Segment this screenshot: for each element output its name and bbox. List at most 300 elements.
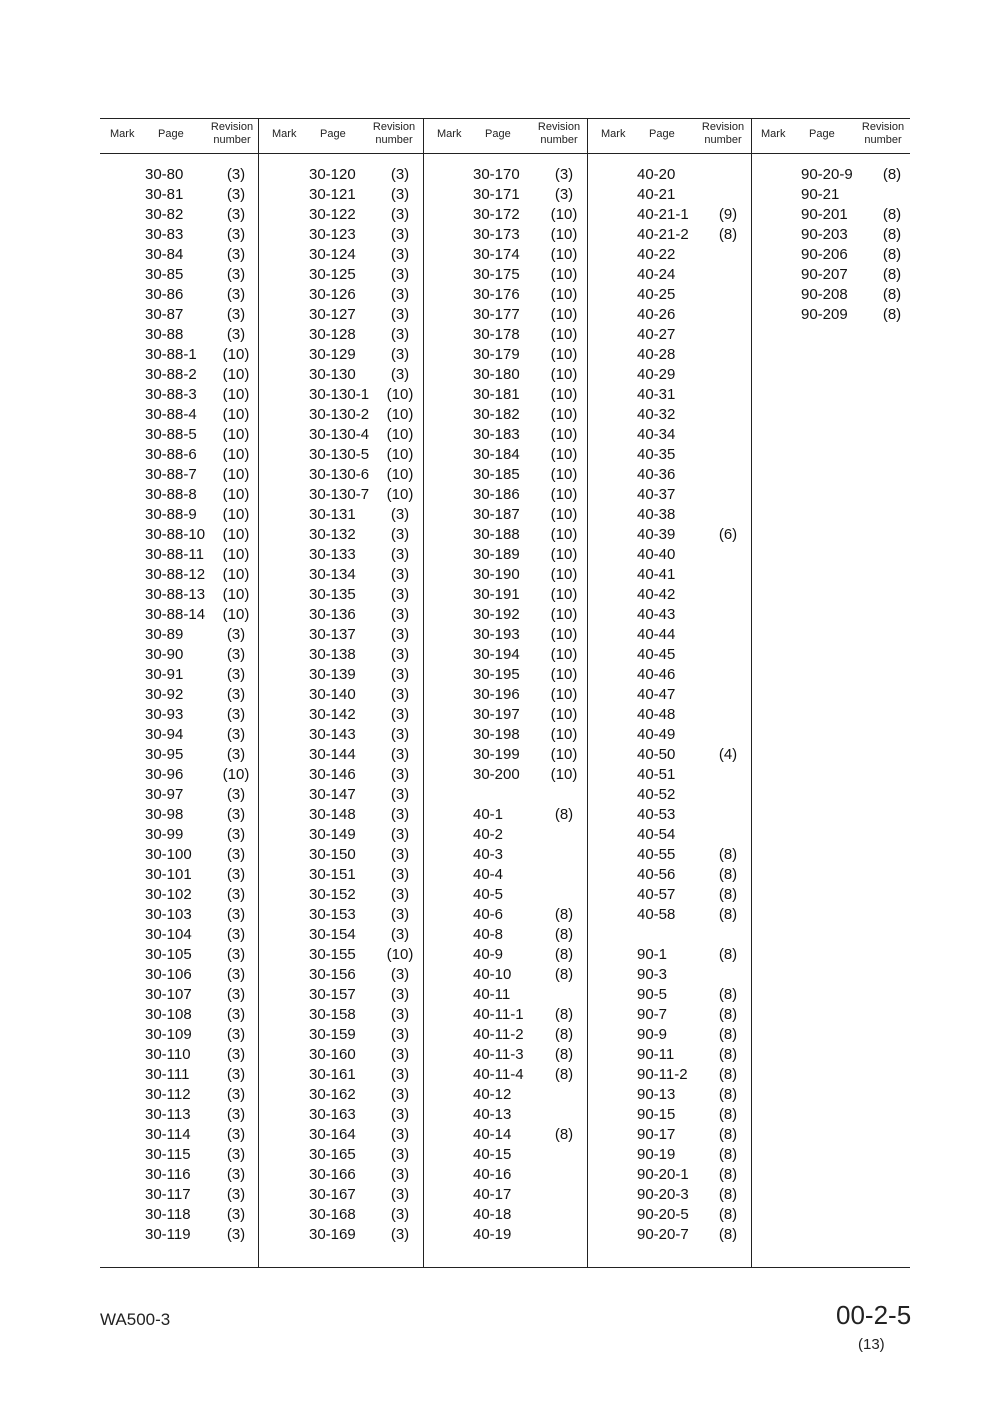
page-ref: 30-91: [145, 666, 184, 683]
page-ref: 40-47: [637, 686, 676, 703]
table-row: [264, 885, 424, 905]
page-ref: 40-56: [637, 866, 676, 883]
revision-number: (3): [390, 506, 410, 523]
page-ref: 40-38: [637, 506, 676, 523]
table-row: [428, 225, 588, 245]
page-ref: 30-125: [309, 266, 356, 283]
table-row: [592, 545, 752, 565]
table-row: [264, 865, 424, 885]
table-row: [100, 1025, 260, 1045]
table-row: [264, 1105, 424, 1125]
revision-number: (3): [226, 706, 246, 723]
table-row: [428, 345, 588, 365]
page-ref: 30-199: [473, 746, 520, 763]
page-ref: 30-130-5: [309, 446, 370, 463]
table-row: [592, 825, 752, 845]
table-row: [592, 905, 752, 925]
table-row: [264, 765, 424, 785]
page-ref: 90-15: [637, 1106, 676, 1123]
table-row: [592, 445, 752, 465]
page-ref: 30-148: [309, 806, 356, 823]
revision-number: (10): [386, 426, 414, 443]
table-row: [428, 1065, 588, 1085]
revision-number: (8): [554, 1006, 574, 1023]
table-row: [264, 605, 424, 625]
page-ref: 40-16: [473, 1166, 512, 1183]
table-row: [428, 805, 588, 825]
page-ref: 30-181: [473, 386, 520, 403]
revision-number: (10): [550, 406, 578, 423]
table-row: [264, 745, 424, 765]
page-ref: 30-83: [145, 226, 184, 243]
table-row: [100, 465, 260, 485]
page-ref: 30-97: [145, 786, 184, 803]
table-row: [592, 205, 752, 225]
table-row: [428, 325, 588, 345]
page-number: 00-2-5: [836, 1300, 912, 1330]
page-ref: 30-126: [309, 286, 356, 303]
revision-number: (3): [390, 566, 410, 583]
table-row: [264, 165, 424, 185]
revision-number: (8): [554, 906, 574, 923]
revision-number: (3): [390, 306, 410, 323]
page-ref: 30-108: [145, 1006, 192, 1023]
table-row: [428, 285, 588, 305]
revision-number: (10): [386, 466, 414, 483]
table-row: [592, 265, 752, 285]
page-ref: 90-20-5: [637, 1206, 689, 1223]
table-top-rule: [100, 118, 910, 119]
page-ref: 30-151: [309, 866, 356, 883]
revision-number: (3): [226, 1066, 246, 1083]
table-row: [428, 1085, 588, 1105]
page-ref: 40-49: [637, 726, 676, 743]
page-ref: 40-19: [473, 1226, 512, 1243]
table-row: [100, 1225, 260, 1245]
page-ref: 30-163: [309, 1106, 356, 1123]
table-row: [428, 785, 588, 805]
page-ref: 30-86: [145, 286, 184, 303]
table-row: [428, 425, 588, 445]
table-row: [264, 345, 424, 365]
page-ref: 30-88-7: [145, 466, 197, 483]
table-row: [264, 465, 424, 485]
page-ref: 30-152: [309, 886, 356, 903]
table-row: [592, 745, 752, 765]
table-row: [264, 625, 424, 645]
page-ref: 40-31: [637, 386, 676, 403]
page-revision: (13): [858, 1336, 885, 1353]
page-ref: 40-28: [637, 346, 676, 363]
page-ref: 30-188: [473, 526, 520, 543]
revision-number: (3): [226, 906, 246, 923]
revision-number: (3): [390, 1146, 410, 1163]
table-row: [100, 1065, 260, 1085]
table-row: [592, 725, 752, 745]
page-ref: 40-10: [473, 966, 512, 983]
revision-number: (8): [718, 1086, 738, 1103]
revision-number: (3): [226, 186, 246, 203]
table-row: [100, 1085, 260, 1105]
page-ref: 40-3: [473, 846, 504, 863]
revision-number: (8): [882, 266, 902, 283]
page-ref: 30-132: [309, 526, 356, 543]
page-ref: 30-88-2: [145, 366, 197, 383]
page-ref: 30-127: [309, 306, 356, 323]
table-row: [756, 165, 916, 185]
page-ref: 30-128: [309, 326, 356, 343]
header-mark: Mark: [601, 128, 626, 140]
table-row: [592, 225, 752, 245]
table-row: [264, 205, 424, 225]
page-ref: 30-88-11: [145, 546, 204, 563]
page-ref: 40-15: [473, 1146, 512, 1163]
page-ref: 30-138: [309, 646, 356, 663]
revision-number: (8): [718, 1026, 738, 1043]
revision-number: (3): [390, 786, 410, 803]
page-ref: 90-17: [637, 1126, 676, 1143]
revision-number: (3): [226, 1046, 246, 1063]
table-row: [592, 665, 752, 685]
page-ref: 30-115: [145, 1146, 191, 1163]
page-ref: 30-118: [145, 1206, 191, 1223]
page-ref: 30-117: [145, 1186, 191, 1203]
page-ref: 40-29: [637, 366, 676, 383]
revision-number: (3): [226, 926, 246, 943]
revision-number: (8): [882, 286, 902, 303]
revision-number: (8): [554, 1126, 574, 1143]
revision-number: (3): [390, 1006, 410, 1023]
table-row: [592, 1165, 752, 1185]
revision-number: (8): [718, 1186, 738, 1203]
revision-number: (3): [390, 706, 410, 723]
table-row: [428, 1005, 588, 1025]
table-row: [592, 1225, 752, 1245]
page-ref: 40-18: [473, 1206, 512, 1223]
page-ref: 30-187: [473, 506, 520, 523]
page-ref: 30-137: [309, 626, 356, 643]
revision-number: (10): [550, 246, 578, 263]
table-row: [428, 305, 588, 325]
page-ref: 30-150: [309, 846, 356, 863]
page-ref: 30-146: [309, 766, 356, 783]
table-row: [592, 1125, 752, 1145]
table-row: [592, 985, 752, 1005]
page-ref: 30-88-6: [145, 446, 197, 463]
page-ref: 40-11-1: [473, 1006, 524, 1023]
table-row: [264, 325, 424, 345]
table-row: [428, 365, 588, 385]
table-row: [264, 265, 424, 285]
table-row: [428, 665, 588, 685]
table-row: [264, 1205, 424, 1225]
table-row: [264, 445, 424, 465]
page-ref: 40-11-4: [473, 1066, 524, 1083]
page-ref: 40-2: [473, 826, 504, 843]
page-ref: 90-13: [637, 1086, 676, 1103]
revision-number: (10): [550, 626, 578, 643]
table-row: [428, 585, 588, 605]
table-row: [592, 1145, 752, 1165]
page-ref: 30-88-8: [145, 486, 197, 503]
page-ref: 40-52: [637, 786, 676, 803]
revision-number: (4): [718, 746, 738, 763]
table-header-rule: [100, 153, 910, 154]
table-row: [100, 625, 260, 645]
revision-number: (3): [226, 846, 246, 863]
page-ref: 30-88-14: [145, 606, 206, 623]
table-row: [100, 245, 260, 265]
page-ref: 30-172: [473, 206, 520, 223]
table-row: [592, 865, 752, 885]
revision-number: (3): [226, 986, 246, 1003]
table-row: [428, 265, 588, 285]
table-row: [264, 585, 424, 605]
page-ref: 30-107: [145, 986, 192, 1003]
page-ref: 30-185: [473, 466, 520, 483]
revision-number: (8): [554, 1026, 574, 1043]
revision-number: (3): [390, 766, 410, 783]
revision-number: (10): [550, 426, 578, 443]
revision-number: (10): [222, 606, 250, 623]
table-row: [100, 685, 260, 705]
page-ref: 30-88-1: [145, 346, 197, 363]
table-row: [264, 925, 424, 945]
page-ref: 90-208: [801, 286, 848, 303]
table-row: [264, 505, 424, 525]
revision-number: (8): [882, 246, 902, 263]
table-row: [100, 1005, 260, 1025]
table-row: [264, 185, 424, 205]
page-ref: 30-121: [309, 186, 356, 203]
table-row: [100, 1205, 260, 1225]
header-page: Page: [158, 128, 184, 140]
revision-number: (8): [718, 1226, 738, 1243]
table-row: [592, 345, 752, 365]
page-ref: 30-162: [309, 1086, 356, 1103]
table-row: [100, 945, 260, 965]
revision-number: (3): [226, 1206, 246, 1223]
page-ref: 30-87: [145, 306, 184, 323]
page-ref: 40-32: [637, 406, 676, 423]
page-ref: 30-88-12: [145, 566, 206, 583]
table-row: [100, 765, 260, 785]
revision-number: (3): [390, 686, 410, 703]
table-row: [264, 725, 424, 745]
table-row: [592, 925, 752, 945]
page-ref: 30-140: [309, 686, 356, 703]
revision-number: (3): [390, 286, 410, 303]
header-mark: Mark: [437, 128, 462, 140]
page-ref: 30-81: [145, 186, 184, 203]
table-row: [592, 1005, 752, 1025]
page-ref: 30-130-2: [309, 406, 370, 423]
revision-number: (8): [718, 946, 738, 963]
page-ref: 40-21-2: [637, 226, 689, 243]
revision-number: (10): [222, 366, 250, 383]
page-ref: 40-45: [637, 646, 676, 663]
table-row: [100, 345, 260, 365]
revision-number: (8): [718, 866, 738, 883]
table-row: [428, 1165, 588, 1185]
revision-number: (10): [222, 386, 250, 403]
revision-number: (3): [226, 646, 246, 663]
page-ref: 30-130-4: [309, 426, 370, 443]
table-row: [592, 185, 752, 205]
table-row: [592, 625, 752, 645]
table-row: [264, 785, 424, 805]
table-row: [428, 645, 588, 665]
table-row: [100, 165, 260, 185]
table-row: [428, 685, 588, 705]
table-bottom-rule: [100, 1267, 910, 1268]
page-ref: 90-209: [801, 306, 848, 323]
table-row: [592, 885, 752, 905]
table-row: [100, 725, 260, 745]
table-row: [100, 1185, 260, 1205]
table-row: [592, 245, 752, 265]
page-ref: 30-135: [309, 586, 356, 603]
page-ref: 90-19: [637, 1146, 676, 1163]
table-row: [264, 285, 424, 305]
revision-number: (3): [390, 626, 410, 643]
table-row: [100, 365, 260, 385]
model-label: WA500-3: [100, 1310, 171, 1329]
table-row: [592, 365, 752, 385]
revision-number: (8): [882, 306, 902, 323]
revision-number: (10): [550, 446, 578, 463]
revision-number: (3): [554, 186, 574, 203]
table-row: [100, 1105, 260, 1125]
revision-number: (10): [222, 466, 250, 483]
revision-number: (3): [226, 1026, 246, 1043]
table-row: [592, 1085, 752, 1105]
revision-number: (3): [390, 1106, 410, 1123]
revision-number: (10): [222, 506, 250, 523]
revision-number: (10): [550, 586, 578, 603]
table-row: [428, 945, 588, 965]
revision-number: (3): [226, 1166, 246, 1183]
table-row: [428, 565, 588, 585]
revision-number: (10): [550, 346, 578, 363]
page-ref: 90-5: [637, 986, 668, 1003]
table-row: [428, 1185, 588, 1205]
revision-number: (3): [390, 346, 410, 363]
page-ref: 30-197: [473, 706, 520, 723]
table-row: [428, 165, 588, 185]
revision-number: (3): [226, 666, 246, 683]
table-row: [100, 485, 260, 505]
table-row: [428, 925, 588, 945]
revision-number: (3): [226, 286, 246, 303]
table-row: [428, 1105, 588, 1125]
revision-number: (8): [554, 926, 574, 943]
revision-number: (3): [390, 1026, 410, 1043]
page-column-4: [592, 165, 752, 1245]
page-ref: 30-164: [309, 1126, 356, 1143]
page-ref: 90-1: [637, 946, 668, 963]
table-row: [428, 485, 588, 505]
page-ref: 40-43: [637, 606, 676, 623]
table-row: [592, 1205, 752, 1225]
table-row: [592, 1045, 752, 1065]
page-ref: 30-130-7: [309, 486, 370, 503]
header-revision: Revision number: [537, 121, 581, 146]
table-row: [428, 1025, 588, 1045]
page-ref: 30-119: [145, 1226, 191, 1243]
table-row: [428, 705, 588, 725]
page-ref: 30-154: [309, 926, 356, 943]
revision-number: (3): [226, 1146, 246, 1163]
header-mark: Mark: [761, 128, 786, 140]
page-ref: 30-186: [473, 486, 520, 503]
page-ref: 40-12: [473, 1086, 512, 1103]
page-ref: 30-114: [145, 1126, 191, 1143]
table-row: [264, 245, 424, 265]
revision-number: (8): [718, 1046, 738, 1063]
page-ref: 30-94: [145, 726, 184, 743]
header-revision: Revision number: [210, 121, 254, 146]
page-ref: 30-103: [145, 906, 192, 923]
page-ref: 40-36: [637, 466, 676, 483]
revision-number: (3): [390, 246, 410, 263]
page-ref: 30-160: [309, 1046, 356, 1063]
table-row: [264, 365, 424, 385]
header-mark: Mark: [272, 128, 297, 140]
table-row: [264, 965, 424, 985]
table-row: [592, 645, 752, 665]
revision-number: (8): [718, 986, 738, 1003]
revision-number: (10): [550, 226, 578, 243]
page-ref: 30-198: [473, 726, 520, 743]
page-ref: 30-139: [309, 666, 356, 683]
page-ref: 30-88-9: [145, 506, 197, 523]
table-row: [100, 965, 260, 985]
page-ref: 30-129: [309, 346, 356, 363]
revision-number: (3): [390, 1166, 410, 1183]
page-ref: 40-25: [637, 286, 676, 303]
page-ref: 40-41: [637, 566, 676, 583]
page-ref: 90-206: [801, 246, 848, 263]
header-page: Page: [485, 128, 511, 140]
revision-number: (8): [718, 226, 738, 243]
revision-number: (3): [226, 866, 246, 883]
revision-number: (8): [882, 226, 902, 243]
page-ref: 30-165: [309, 1146, 356, 1163]
page-ref: 30-120: [309, 166, 356, 183]
revision-number: (3): [226, 166, 246, 183]
page-ref: 40-26: [637, 306, 676, 323]
table-row: [100, 605, 260, 625]
page-ref: 30-155: [309, 946, 356, 963]
revision-number: (8): [718, 1006, 738, 1023]
page-ref: 40-24: [637, 266, 676, 283]
page-ref: 30-177: [473, 306, 520, 323]
table-row: [592, 485, 752, 505]
table-row: [592, 285, 752, 305]
page-ref: 40-13: [473, 1106, 512, 1123]
table-row: [756, 225, 916, 245]
page-ref: 40-48: [637, 706, 676, 723]
revision-number: (10): [222, 486, 250, 503]
revision-number: (3): [390, 846, 410, 863]
revision-number: (3): [390, 1046, 410, 1063]
page-ref: 30-95: [145, 746, 184, 763]
page-ref: 30-116: [145, 1166, 191, 1183]
page-ref: 30-130-6: [309, 466, 370, 483]
page-ref: 40-55: [637, 846, 676, 863]
table-row: [428, 605, 588, 625]
